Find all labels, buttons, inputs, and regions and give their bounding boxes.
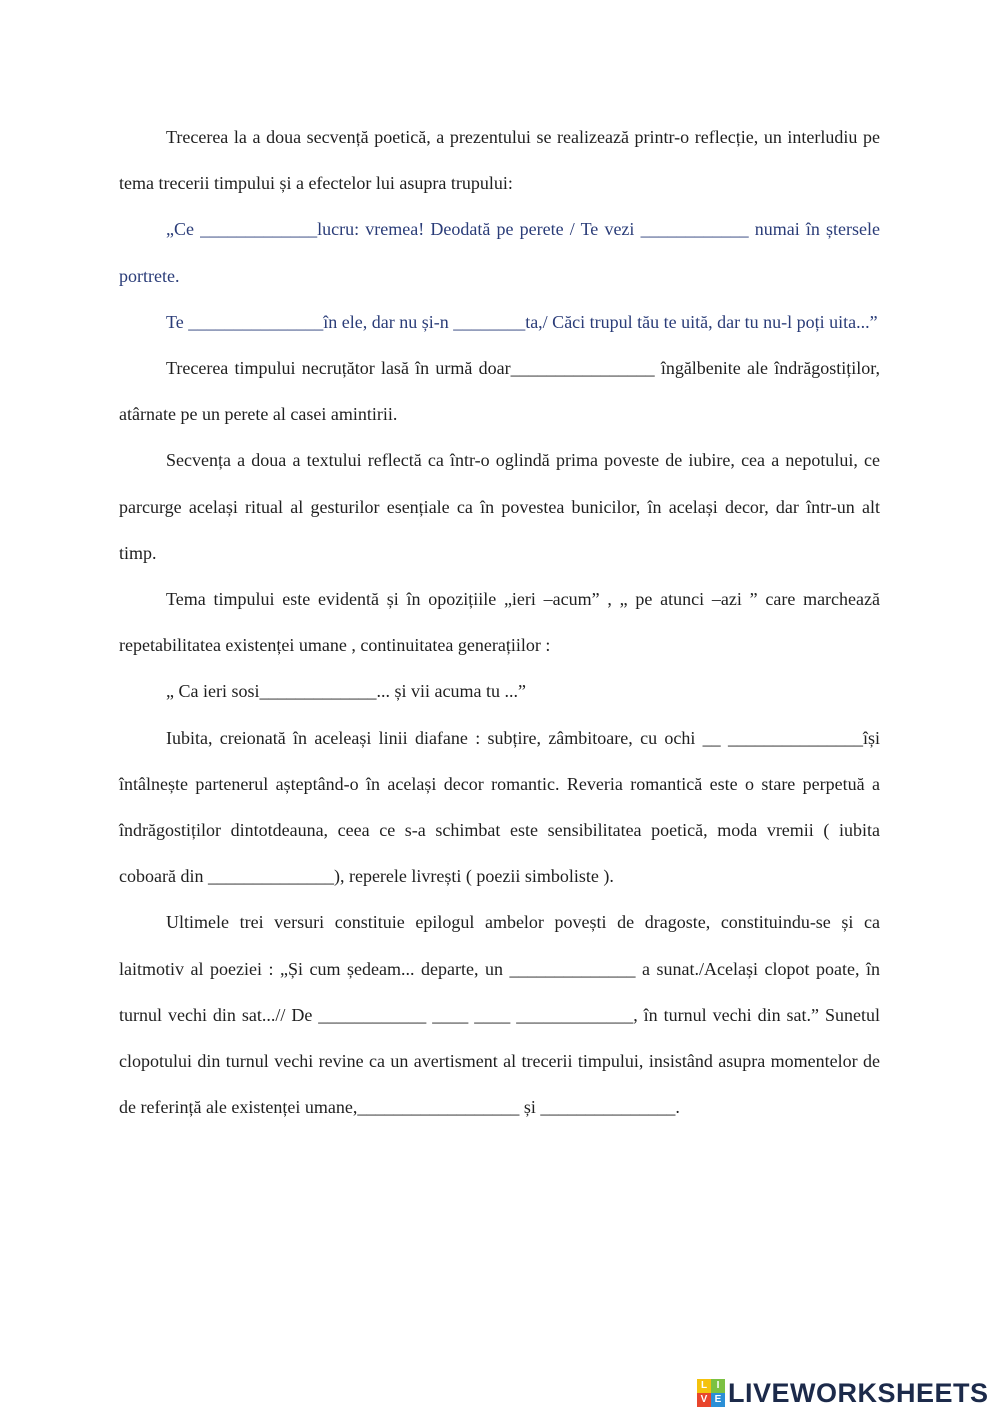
logo-icon-letter-v: V (697, 1393, 711, 1407)
paragraph-intro: Trecerea la a doua secvență poetică, a prezentului se realizează printr-o reflecție, un interludiu pe tema trecerii timpului și a efectelor lui asupra trupului: (119, 127, 880, 194)
quote-line-3: „ Ca ieri sosi_____________... și vii acuma tu ...” (166, 681, 526, 702)
paragraph-epilogue: Ultimele trei versuri constituie epilogul ambelor povești de dragoste, constituindu-se și ca laitmotiv al poeziei : „Și cum ședeam... departe, un ______________ a sunat./Același clopot poate, în turnul vechi din sat...// De ____________ ____ ____ _____________, în turnul vechi din sat.” Sunetul clopotului din turnul vechi revine ca un avertisment al trecerii timpului, insistând asupra momentelor de de referință ale existenței umane,__________________ și _______________. (119, 912, 880, 1118)
logo-icon-letter-l: L (697, 1379, 711, 1393)
logo-text: LIVEWORKSHEETS (728, 1377, 989, 1408)
logo-icon-letter-e: E (711, 1393, 725, 1407)
paragraph-beloved: Iubita, creionată în aceleași linii diafane : subțire, zâmbitoare, cu ochi __ _______________își întâlnește partenerul așteptând-o în același decor romantic. Reveria romantică este o stare perpetuă a îndrăgostiților dintotdeauna, ceea ce s-a schimbat este sensibilitatea poetică, moda vremii ( iubita coboară din ______________), reperele livrești ( poezii simboliste ). (119, 727, 880, 887)
quote-line-1: „Ce _____________lucru: vremea! Deodată pe perete / Te vezi ____________ numai în ștersele portrete. (119, 219, 880, 286)
paragraph-time-theme: Tema timpului este evidentă și în opozițiile „ieri –acum” , „ pe atunci –azi ” care marchează repetabilitatea existenței umane , continuitatea generațiilor : (119, 589, 880, 656)
liveworksheets-logo (697, 1376, 989, 1410)
quote-line-2: Te _______________în ele, dar nu și-n ________ta,/ Căci trupul tău te uită, dar tu nu-l poți uita...” (166, 311, 878, 332)
logo-icon-letter-i: I (711, 1379, 725, 1393)
document-body (119, 114, 880, 1130)
paragraph-time-passing: Trecerea timpului necruțător lasă în urmă doar________________ îngălbenite ale îndrăgostiților, atârnate pe un perete al casei amintirii. (119, 358, 880, 425)
liveworksheets-logo-icon (697, 1379, 725, 1407)
paragraph-second-sequence: Secvența a doua a textului reflectă ca într-o oglindă prima poveste de iubire, cea a nepotului, ce parcurge același ritual al gesturilor esențiale ca în povestea bunicilor, în același decor, dar într-un alt timp. (119, 450, 880, 563)
